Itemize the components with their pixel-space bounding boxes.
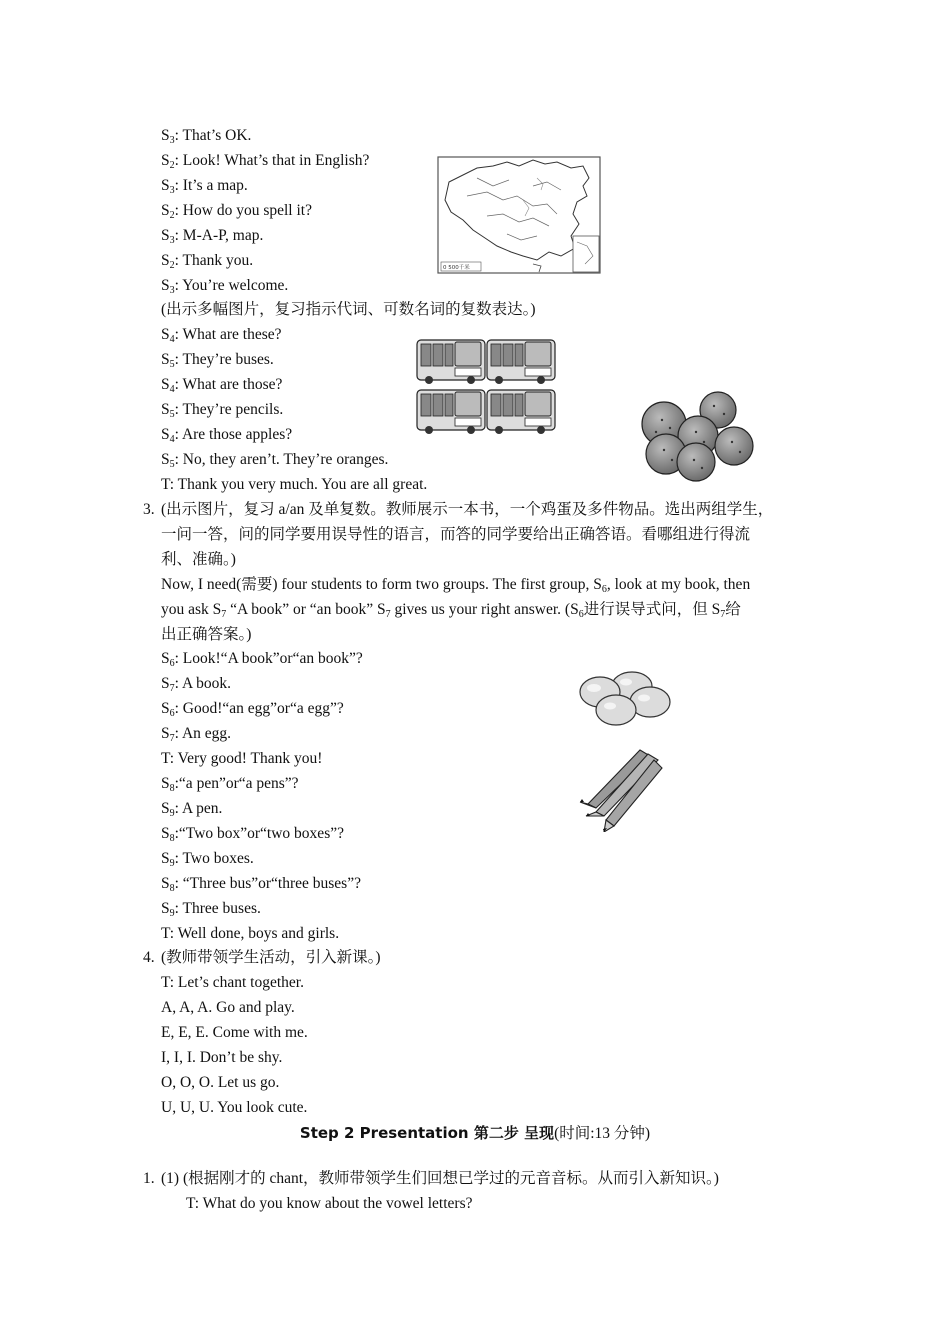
speaker: S bbox=[161, 326, 170, 343]
utterance: : “Three bus”or“three buses”? bbox=[174, 875, 361, 892]
speaker: S bbox=[161, 351, 170, 368]
dialogue-line bbox=[161, 874, 361, 894]
dialogue-line bbox=[161, 276, 288, 296]
speaker-number: 8 bbox=[169, 883, 175, 894]
speaker-number: 5 bbox=[169, 409, 175, 420]
dialogue-line bbox=[161, 425, 292, 445]
speaker: S bbox=[161, 252, 170, 269]
dialogue-line bbox=[161, 350, 274, 370]
dialogue-line bbox=[161, 126, 251, 146]
map-scale-label: 0 500千米 bbox=[443, 265, 470, 271]
speaker-number: 8 bbox=[169, 783, 175, 794]
speaker: S bbox=[161, 675, 170, 692]
speaker: S bbox=[161, 426, 170, 443]
speaker-number: 3 bbox=[169, 135, 175, 146]
dialogue-line bbox=[161, 924, 339, 944]
dialogue-line bbox=[161, 251, 253, 271]
utterance: : That’s OK. bbox=[174, 127, 252, 144]
utterance: : Good!“an egg”or“a egg”? bbox=[174, 700, 344, 717]
dialogue-line bbox=[161, 674, 231, 694]
utterance: : Three buses. bbox=[174, 900, 261, 917]
dialogue-line bbox=[161, 649, 363, 669]
speaker-number: 5 bbox=[169, 359, 175, 370]
speaker-number: 2 bbox=[169, 210, 175, 221]
dialogue-line bbox=[161, 724, 231, 744]
utterance: : Are those apples? bbox=[174, 426, 293, 443]
speaker: S bbox=[161, 127, 170, 144]
utterance: : M-A-P, map. bbox=[174, 227, 264, 244]
speaker: S bbox=[161, 376, 170, 393]
item-3-english-1: Now, I need(需要) four students to form two groups. The first group, $S_6$, look at my book, then bbox=[161, 576, 751, 595]
item-1-number: 1. bbox=[143, 1170, 155, 1187]
speaker-number: 8 bbox=[169, 833, 175, 844]
speaker: T bbox=[161, 750, 170, 767]
speaker: S bbox=[161, 875, 170, 892]
utterance: : How do you spell it? bbox=[174, 202, 312, 219]
utterance: : Very good! Thank you! bbox=[169, 750, 323, 767]
china-map-image bbox=[437, 156, 601, 274]
speaker: S bbox=[161, 775, 170, 792]
utterance: : Look!“A book”or“an book”? bbox=[174, 650, 363, 667]
speaker: S bbox=[161, 451, 170, 468]
utterance: : You’re welcome. bbox=[174, 277, 289, 294]
dialogue-line bbox=[161, 749, 322, 769]
dialogue-line bbox=[161, 176, 248, 196]
step-2-heading: Step 2 Presentation 第二步 呈现(时间:13 分钟) bbox=[299, 1124, 651, 1142]
speaker-number: 2 bbox=[169, 160, 175, 171]
utterance: : They’re pencils. bbox=[174, 401, 284, 418]
item-4-number: 4. bbox=[143, 949, 155, 966]
utterance: : Thank you. bbox=[174, 252, 254, 269]
speaker-number: 4 bbox=[169, 384, 175, 395]
speaker-number: 4 bbox=[169, 434, 175, 445]
speaker: S bbox=[161, 700, 170, 717]
item-3-line-3: 利、准确。) bbox=[161, 551, 236, 568]
eggs-image bbox=[576, 668, 676, 730]
speaker: S bbox=[161, 800, 170, 817]
speaker-number: 5 bbox=[169, 459, 175, 470]
utterance: : A pen. bbox=[174, 800, 223, 817]
teacher-thanks: T: Thank you very much. You are all great. bbox=[161, 476, 428, 493]
utterance: : What are these? bbox=[174, 326, 282, 343]
speaker-number: 9 bbox=[169, 858, 175, 869]
speaker: S bbox=[161, 900, 170, 917]
utterance: : An egg. bbox=[174, 725, 232, 742]
chant-line: E, E, E. Come with me. bbox=[161, 1024, 308, 1041]
dialogue-line bbox=[161, 375, 282, 395]
note-plural: (出示多幅图片，复习指示代词、可数名词的复数表达。) bbox=[161, 301, 536, 318]
buses-image bbox=[415, 336, 557, 436]
item-3-number: 3. bbox=[143, 501, 155, 518]
speaker: S bbox=[161, 152, 170, 169]
speaker-number: 2 bbox=[169, 260, 175, 271]
speaker-number: 9 bbox=[169, 908, 175, 919]
utterance: : It’s a map. bbox=[174, 177, 248, 194]
chant-line: A, A, A. Go and play. bbox=[161, 999, 295, 1016]
dialogue-line bbox=[161, 151, 369, 171]
item-3-line-1: (出示图片，复习 a/an 及单复数。教师展示一本书，一个鸡蛋及多件物品。选出两组学生， bbox=[161, 501, 774, 518]
speaker: S bbox=[161, 650, 170, 667]
item-3-english-2: you ask $S_7$ “A book” or “an book” $S_7$ gives us your right answer. ($S_6$进行误导式问，但 $S_7$给 bbox=[161, 601, 741, 620]
utterance: :“a pen”or“a pens”? bbox=[174, 775, 299, 792]
dialogue-line bbox=[161, 226, 263, 246]
dialogue-line bbox=[161, 824, 344, 844]
speaker-number: 6 bbox=[169, 708, 175, 719]
utterance: : Look! What’s that in English? bbox=[174, 152, 370, 169]
pencils-image bbox=[574, 746, 664, 832]
speaker: S bbox=[161, 202, 170, 219]
speaker-number: 9 bbox=[169, 808, 175, 819]
utterance: : No, they aren’t. They’re oranges. bbox=[174, 451, 389, 468]
dialogue-line bbox=[161, 699, 344, 719]
speaker: T bbox=[161, 925, 170, 942]
item-3-line-2: 一问一答，问的同学要用误导性的语言，而答的同学要给出正确答语。看哪组进行得流 bbox=[161, 526, 751, 543]
speaker: S bbox=[161, 277, 170, 294]
chant-line: I, I, I. Don’t be shy. bbox=[161, 1049, 283, 1066]
chant-line: T: Let’s chant together. bbox=[161, 974, 304, 991]
item-3-english-3: 出正确答案。) bbox=[161, 626, 252, 643]
dialogue-line bbox=[161, 400, 283, 420]
dialogue-line bbox=[161, 201, 312, 221]
speaker: S bbox=[161, 725, 170, 742]
utterance: : A book. bbox=[174, 675, 232, 692]
item-1-question: T: What do you know about the vowel letters? bbox=[186, 1195, 473, 1212]
speaker: S bbox=[161, 227, 170, 244]
speaker: S bbox=[161, 850, 170, 867]
speaker-number: 3 bbox=[169, 285, 175, 296]
oranges-image bbox=[636, 390, 758, 482]
chant-line: O, O, O. Let us go. bbox=[161, 1074, 280, 1091]
utterance: : What are those? bbox=[174, 376, 283, 393]
utterance: : They’re buses. bbox=[174, 351, 274, 368]
dialogue-line bbox=[161, 849, 254, 869]
speaker-number: 3 bbox=[169, 185, 175, 196]
dialogue-line bbox=[161, 799, 222, 819]
speaker-number: 3 bbox=[169, 235, 175, 246]
dialogue-line bbox=[161, 774, 299, 794]
item-4-lead: (教师带领学生活动，引入新课。) bbox=[161, 949, 381, 966]
speaker-number: 4 bbox=[169, 334, 175, 345]
dialogue-line bbox=[161, 325, 282, 345]
speaker: S bbox=[161, 825, 170, 842]
utterance: : Well done, boys and girls. bbox=[169, 925, 340, 942]
dialogue-line bbox=[161, 899, 261, 919]
speaker-number: 7 bbox=[169, 733, 175, 744]
speaker-number: 7 bbox=[169, 683, 175, 694]
utterance: :“Two box”or“two boxes”? bbox=[174, 825, 344, 842]
dialogue-line bbox=[161, 450, 388, 470]
speaker: S bbox=[161, 177, 170, 194]
speaker-number: 6 bbox=[169, 658, 175, 669]
utterance: : Two boxes. bbox=[174, 850, 254, 867]
chant-line: U, U, U. You look cute. bbox=[161, 1099, 308, 1116]
speaker: S bbox=[161, 401, 170, 418]
item-1-line: (1) (根据刚才的 chant，教师带领学生们回想已学过的元音音标。从而引入新知识。) bbox=[161, 1170, 719, 1187]
